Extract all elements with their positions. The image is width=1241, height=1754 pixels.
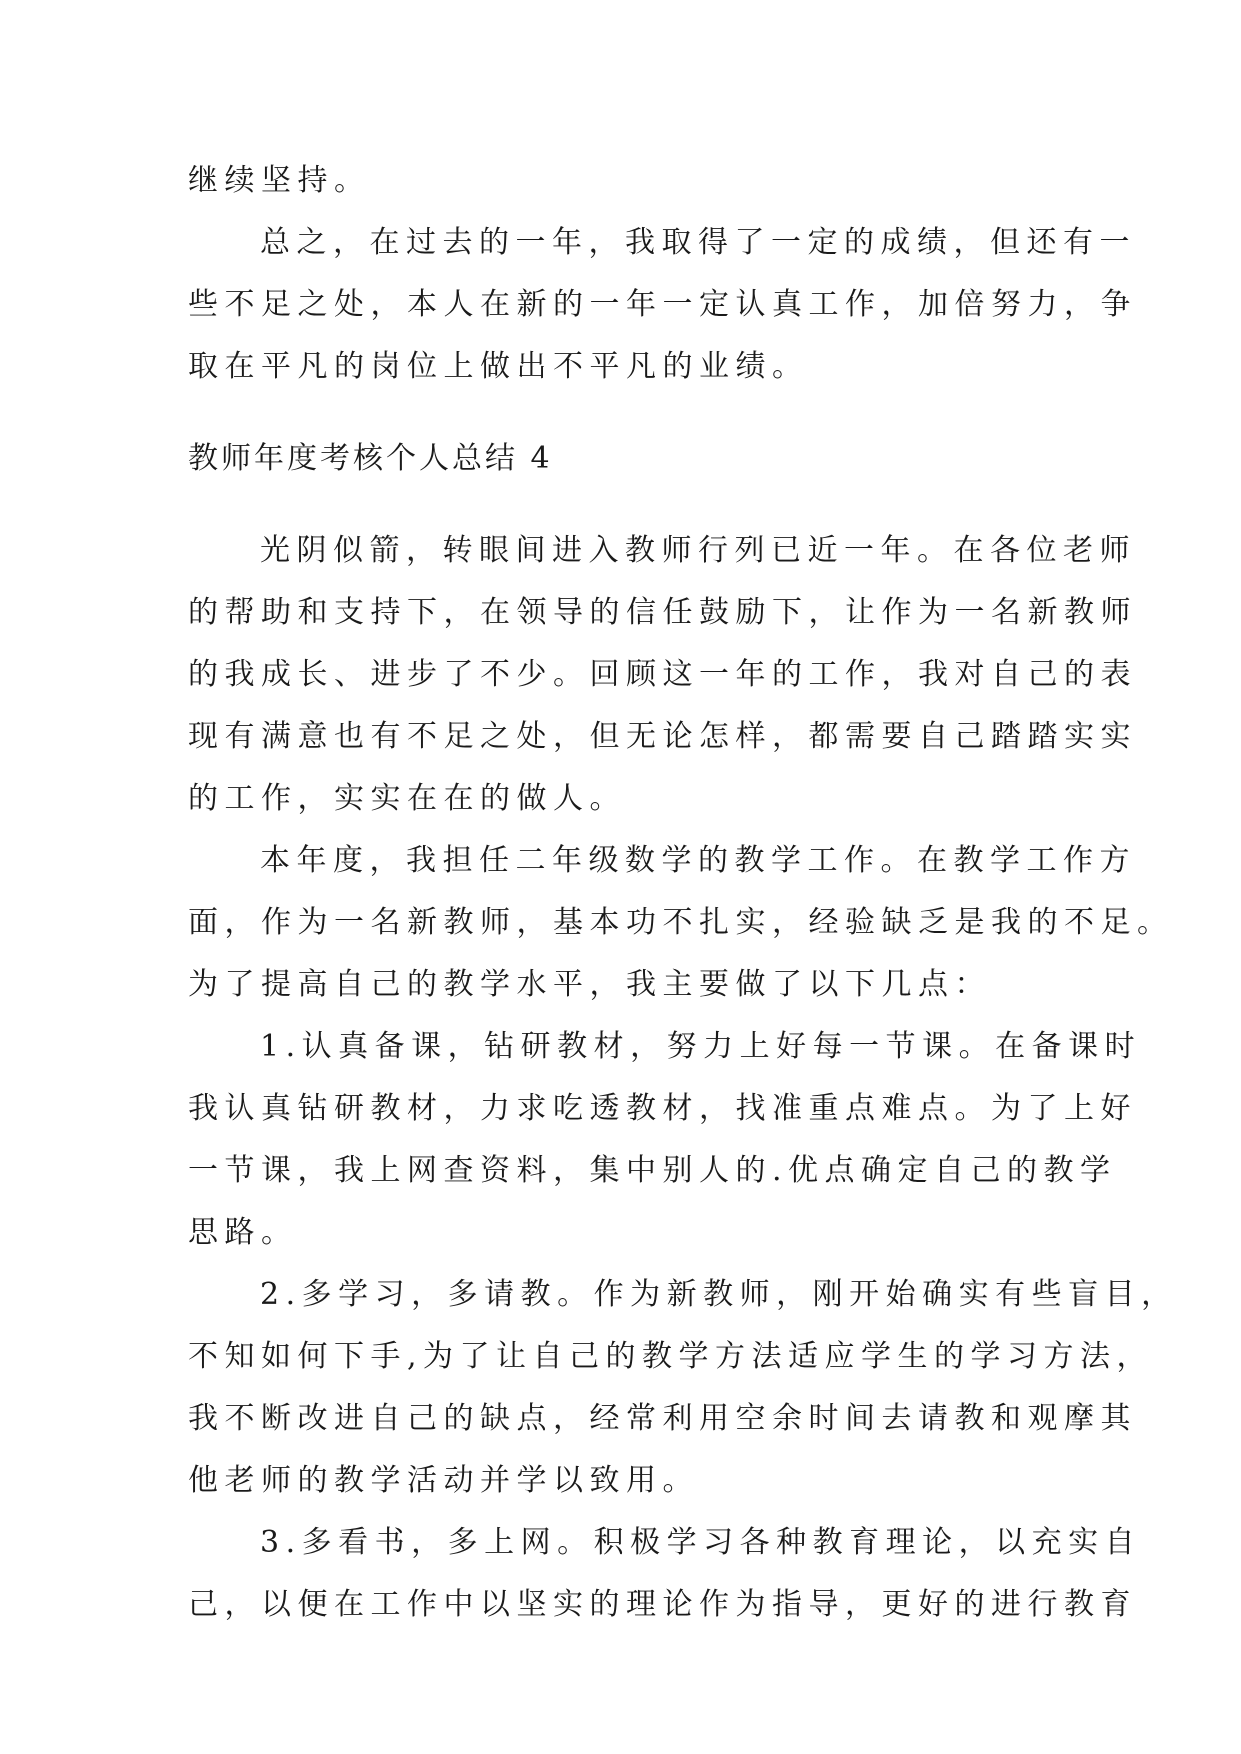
document-page <box>188 150 1178 1636</box>
paragraph-line: 3.多看书，多上网。积极学习各种教育理论，以充实自 <box>260 1525 1142 1560</box>
section-title: 教师年度考核个人总结 4 <box>188 441 553 476</box>
paragraph-line: 己，以便在工作中以坚实的理论作为指导，更好的进行教育 <box>188 1587 1137 1622</box>
conclusion-paragraph <box>188 212 1137 398</box>
fragment-line: 继续坚持。 <box>188 163 371 198</box>
paragraph-line: 为了提高自己的教学水平，我主要做了以下几点： <box>188 967 991 1002</box>
list-item-paragraph <box>188 1016 1142 1264</box>
list-item-paragraph <box>188 1264 1178 1512</box>
paragraph-line: 他老师的教学活动并学以致用。 <box>188 1463 699 1498</box>
paragraph-line: 的工作，实实在在的做人。 <box>188 781 626 816</box>
paragraph-line: 我认真钻研教材，力求吃透教材，找准重点难点。为了上好 <box>188 1091 1137 1126</box>
paragraph-line: 的我成长、进步了不少。回顾这一年的工作，我对自己的表 <box>188 657 1137 692</box>
paragraph-line: 思路。 <box>188 1215 298 1250</box>
paragraph-line: 取在平凡的岗位上做出不平凡的业绩。 <box>188 349 809 384</box>
paragraph-line: 一节课，我上网查资料，集中别人的.优点确定自己的教学 <box>188 1153 1117 1188</box>
paragraph-line: 些不足之处，本人在新的一年一定认真工作，加倍努力，争 <box>188 287 1137 322</box>
paragraph-line: 本年度，我担任二年级数学的教学工作。在教学工作方 <box>260 843 1136 878</box>
body-paragraph <box>188 830 1174 1016</box>
paragraph-line: 我不断改进自己的缺点，经常利用空余时间去请教和观摩其 <box>188 1401 1137 1436</box>
paragraph-line: 的帮助和支持下，在领导的信任鼓励下，让作为一名新教师 <box>188 595 1137 630</box>
body-paragraph <box>188 520 1137 830</box>
paragraph-line: 面，作为一名新教师，基本功不扎实，经验缺乏是我的不足。 <box>188 905 1174 940</box>
paragraph-line: 光阴似箭，转眼间进入教师行列已近一年。在各位老师 <box>260 533 1136 568</box>
paragraph-line: 不知如何下手,为了让自己的教学方法适应学生的学习方法， <box>188 1339 1154 1374</box>
paragraph-line: 1.认真备课，钻研教材，努力上好每一节课。在备课时 <box>260 1029 1142 1064</box>
list-item-paragraph <box>188 1512 1142 1636</box>
paragraph-line: 2.多学习，多请教。作为新教师，刚开始确实有些盲目， <box>260 1277 1178 1312</box>
paragraph-line: 总之，在过去的一年，我取得了一定的成绩，但还有一 <box>260 225 1136 260</box>
paragraph-line: 现有满意也有不足之处，但无论怎样，都需要自己踏踏实实 <box>188 719 1137 754</box>
